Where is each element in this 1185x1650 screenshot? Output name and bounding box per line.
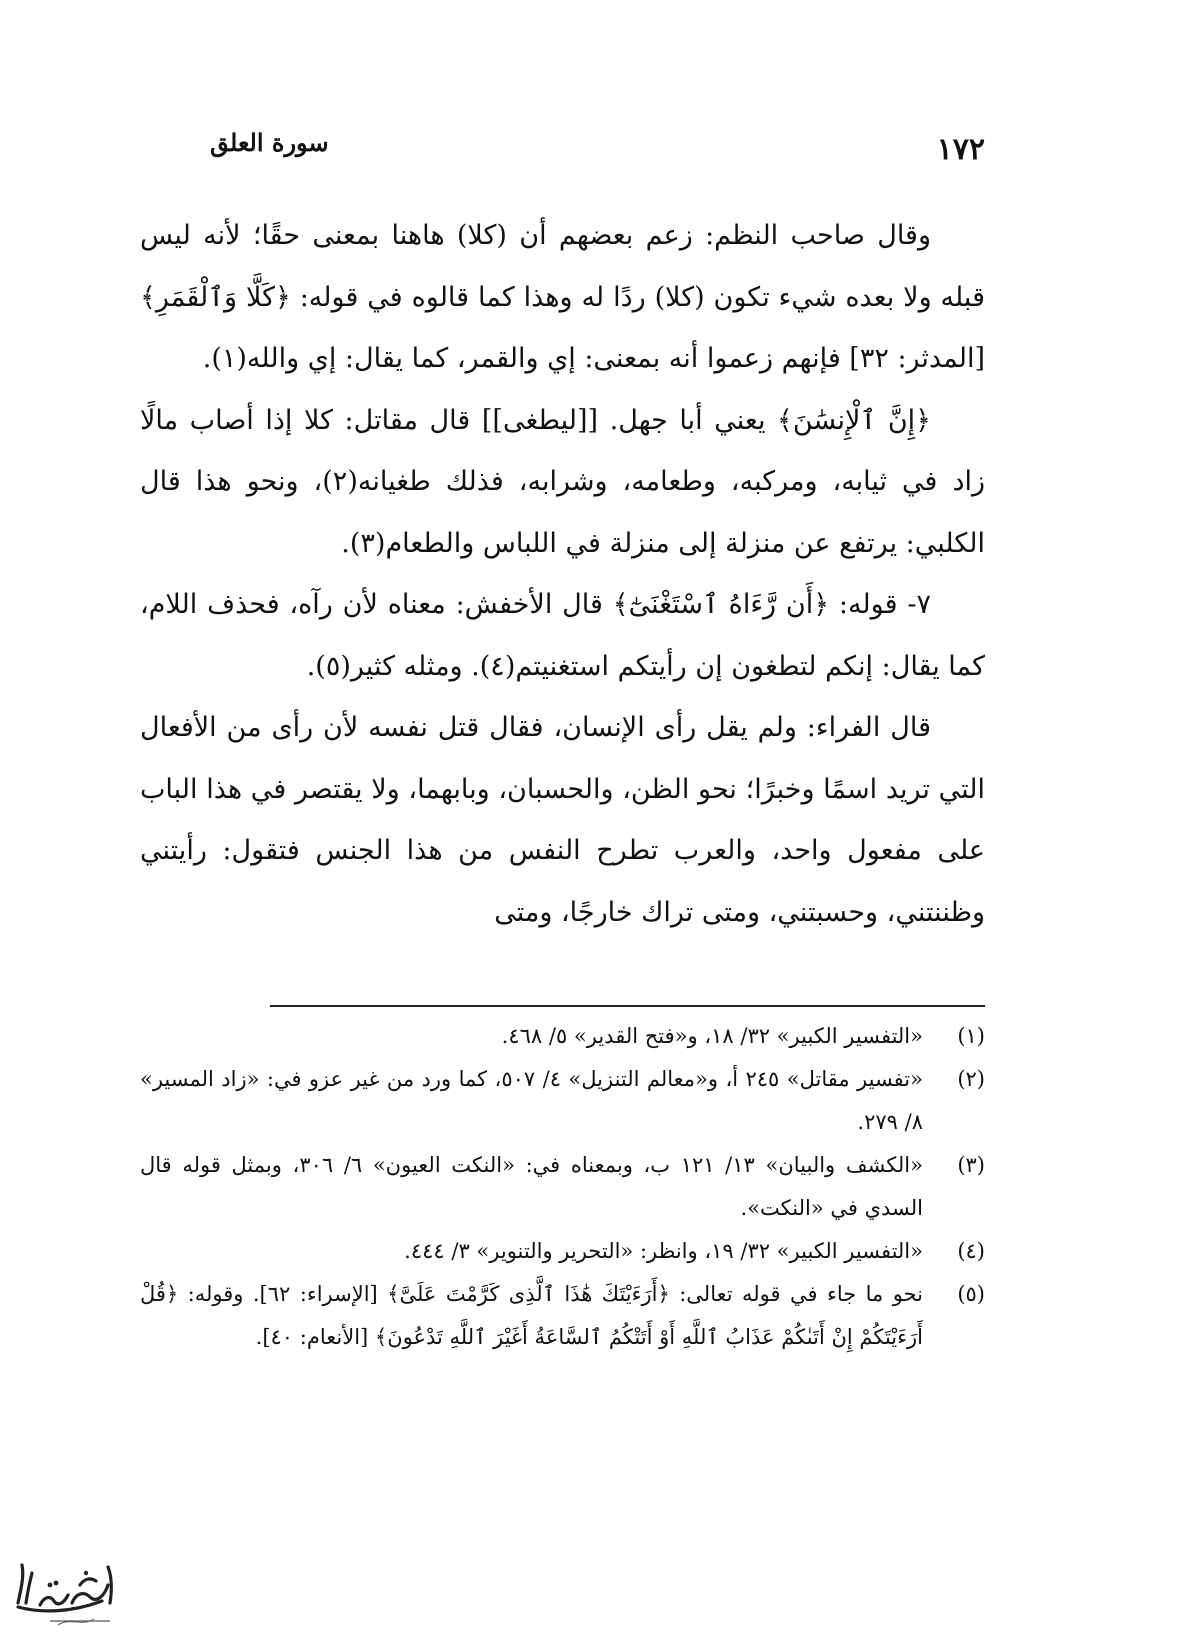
page-header (190, 128, 985, 168)
footnote-separator (270, 1005, 985, 1007)
footnotes (140, 1015, 985, 1359)
footnote (140, 1015, 985, 1058)
paragraph: وقال صاحب النظم: زعم بعضهم أن (كلا) هاهنا بمعنى حقًا؛ لأنه ليس قبله ولا بعده شيء تكون (كلا) ردًا له وهذا كما قالوه في قوله: ﴿كَلَّا وَٱلْقَمَرِ﴾ [المدثر: ٣٢] فإنهم زعموا أنه بمعنى: إي والقمر، كما يقال: إي والله(١). (140, 220, 985, 374)
paragraph: قال الفراء: ولم يقل رأى الإنسان، فقال قتل نفسه لأن رأى من الأفعال التي تريد اسمًا وخبرًا؛ نحو الظن، والحسبان، وبابهما، ولا يقتصر في هذا الباب على مفعول واحد، والعرب تطرح النفس من هذا الجنس فتقول: رأيتني وظننتني، وحسبتني، ومتى تراك خارجًا، ومتى (140, 712, 985, 928)
footnote-text: نحو ما جاء في قوله تعالى: ﴿أَرَءَيْتَكَ هَٰذَا ٱلَّذِى كَرَّمْتَ عَلَىَّ﴾ [الإسراء: ٦٢]. وقوله: ﴿قُلْ أَرَءَيْتَكُمْ إِنْ أَتَىٰكُمْ عَذَابُ ٱللَّهِ أَوْ أَتَتْكُمُ ٱلسَّاعَةُ أَغَيْرَ ٱللَّهِ تَدْعُونَ﴾ [الأنعام: ٤٠]. (140, 1282, 923, 1349)
footnote-number: (٣) (957, 1153, 985, 1177)
footnote (140, 1273, 985, 1359)
footnote-number: (١) (957, 1024, 985, 1048)
footnote-text: «تفسير مقاتل» ٢٤٥ أ، و«معالم التنزيل» ٤/ ٥٠٧، كما ورد من غير عزو في: «زاد المسير» ٨/ ٢٧٩. (140, 1067, 923, 1134)
main-text (140, 205, 985, 943)
footnote (140, 1230, 985, 1273)
footnote-text: «التفسير الكبير» ٣٢/ ١٩، وانظر: «التحرير والتنوير» ٣/ ٤٤٤. (404, 1239, 923, 1263)
footnote-number: (٤) (957, 1239, 985, 1263)
paragraph: ٧- قوله: ﴿أَن رَّءَاهُ ٱسْتَغْنَىٰٓ﴾ قال الأخفش: معناه لأن رآه، فحذف اللام، كما يقال: إنكم لتطغون إن رأيتكم استغنيتم(٤). ومثله كثير(٥). (140, 589, 985, 682)
surah-title: سورة العلق (210, 128, 329, 157)
paragraph: ﴿إِنَّ ٱلْإِنسَٰنَ﴾ يعني أبا جهل. [[ليطغى]] قال مقاتل: كلا إذا أصاب مالًا زاد في ثيابه، ومركبه، وطعامه، وشرابه، فذلك طغيانه(٢)، ونحو هذا قال الكلبي: يرتفع عن منزلة إلى منزلة في اللباس والطعام(٣). (140, 404, 986, 559)
footnote (140, 1144, 985, 1230)
footnote-text: «التفسير الكبير» ٣٢/ ١٨، و«فتح القدير» ٥/ ٤٦٨. (501, 1024, 923, 1048)
footnote-text: «الكشف والبيان» ١٣/ ١٢١ ب، وبمعناه في: «النكت العيون» ٦/ ٣٠٦، وبمثل قوله قال السدي في «النكت». (140, 1153, 923, 1220)
footnote (140, 1058, 985, 1144)
page-number: ١٧٢ (936, 132, 985, 167)
footnote-number: (٢) (957, 1067, 985, 1091)
footnote-number: (٥) (957, 1282, 985, 1306)
calligraphy-logo (10, 1555, 120, 1630)
